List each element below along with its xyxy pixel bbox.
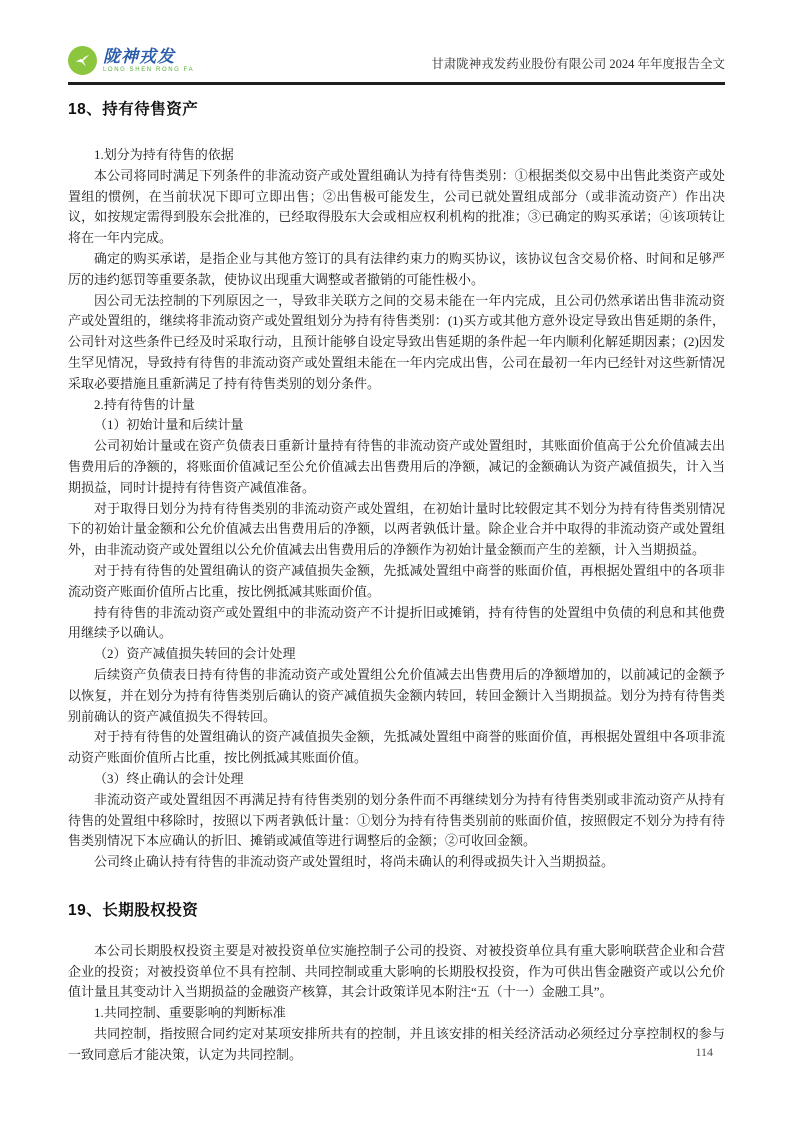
paragraph: 本公司长期股权投资主要是对被投资单位实施控制子公司的投资、对被投资单位具有重大影响联营企业和合营企业的投资；对被投资单位不具有控制、共同控制或重大影响的长期股权投资，作为可供出售金融资产或以公允价值计量且其变动计入当期损益的金融资产核算，其会计政策详见本附注“五（十一）金融工具”。: [68, 942, 725, 1000]
logo-name-cn: 陇神戎发: [103, 47, 175, 66]
page-number: 114: [695, 1045, 713, 1059]
document-title: 甘肃陇神戎发药业股份有限公司 2024 年年度报告全文: [431, 57, 725, 71]
paragraph: 持有待售的非流动资产或处置组中的非流动资产不计提折旧或摊销，持有待售的处置组中负债的利息和其他费用继续予以确认。: [68, 604, 725, 641]
paragraph: （3）终止确认的会计处理: [94, 770, 244, 786]
paragraph: 公司初始计量或在资产负债表日重新计量持有待售的非流动资产或处置组时，其账面价值高于公允价值减去出售费用后的净额的，将账面价值减记至公允价值减去出售费用后的净额，减记的金额确认为资产减值损失，计入当期损益，同时计提持有待售资产减值准备。: [68, 438, 725, 495]
paragraph: （1）初始计量和后续计量: [94, 417, 244, 433]
bird-in-circle-icon: [68, 46, 97, 75]
logo-name-en: LONG SHEN RONG FA: [103, 67, 195, 73]
paragraph: 确定的购买承诺，是指企业与其他方签订的具有法律约束力的购买协议，该协议包含交易价格、时间和足够严厉的违约惩罚等重要条款，使协议出现重大调整或者撤销的可能性极小。: [68, 250, 725, 287]
company-logo: [68, 46, 194, 75]
paragraph: 1.划分为持有待售的依据: [94, 147, 234, 162]
paragraph: 本公司将同时满足下列条件的非流动资产或处置组确认为持有待售类别：①根据类似交易中出售此类资产或处置组的惯例，在当前状况下即可立即出售；②出售极可能发生，公司已就处置组成部分（或非流动资产）作出决议，如按规定需得到股东会批准的，已经取得股东大会或相应权利机构的批准；③已确定的购买承诺；④该项转让将在一年内完成。: [68, 167, 725, 246]
paragraph: 2.持有待售的计量: [94, 396, 195, 412]
page-header: [68, 46, 725, 85]
paragraph: 非流动资产或处置组因不再满足持有待售类别的划分条件而不再继续划分为持有待售类别或非流动资产从持有待售的处置组中移除时，按照以下两者孰低计量：①划分为持有待售类别前的账面价值，按照假定不划分为持有待售类别情况下本应确认的折旧、摊销或减值等进行调整后的金额；②可收回金额。: [68, 791, 725, 849]
section-19-title: 19、长期股权投资: [68, 901, 199, 919]
paragraph: 1.共同控制、重要影响的判断标准: [94, 1005, 286, 1021]
section-18-title: 18、持有待售资产: [68, 101, 199, 118]
paragraph: 后续资产负债表日持有待售的非流动资产或处置组公允价值减去出售费用后的净额增加的，以前减记的金额予以恢复，并在划分为持有待售类别后确认的资产减值损失金额内转回，转回金额计入当期损益。划分为持有待售类别前确认的资产减值损失不得转回。: [68, 666, 725, 724]
paragraph: （2）资产减值损失转回的会计处理: [94, 646, 296, 662]
paragraph: 公司终止确认持有待售的非流动资产或处置组时，将尚未确认的利得或损失计入当期损益。: [94, 854, 615, 870]
paragraph: 因公司无法控制的下列原因之一，导致非关联方之间的交易未能在一年内完成，且公司仍然承诺出售非流动资产或处置组的，继续将非流动资产或处置组划分为持有待售类别：(1)买方或其他方意外设定导致出售延期的条件，公司针对这些条件已经及时采取行动，且预计能够自设定导致出售延期的条件起一年内顺利化解延期因素；(2)因发生罕见情况，导致持有待售的非流动资产或处置组未能在一年内完成出售，公司在最初一年内已经针对这些新情况采取必要措施且重新满足了持有待售类别的划分条件。: [68, 292, 725, 391]
paragraph: 对于持有待售的处置组确认的资产减值损失金额，先抵减处置组中商誉的账面价值，再根据处置组中各项非流动资产账面价值所占比重，按比例抵减其账面价值。: [68, 729, 725, 766]
paragraph: 对于取得日划分为持有待售类别的非流动资产或处置组，在初始计量时比较假定其不划分为持有待售类别情况下的初始计量金额和公允价值减去出售费用后的净额，以两者孰低计量。除企业合并中取得的非流动资产或处置组外，由非流动资产或处置组以公允价值减去出售费用后的净额作为初始计量金额而产生的差额，计入当期损益。: [68, 500, 725, 558]
logo-text: [103, 48, 194, 73]
paragraph: 对于持有待售的处置组确认的资产减值损失金额，先抵减处置组中商誉的账面价值，再根据处置组中的各项非流动资产账面价值所占比重，按比例抵减其账面价值。: [68, 562, 725, 599]
paragraph: 共同控制，指按照合同约定对某项安排所共有的控制，并且该安排的相关经济活动必须经过分享控制权的参与一致同意后才能决策，认定为共同控制。: [68, 1026, 725, 1062]
